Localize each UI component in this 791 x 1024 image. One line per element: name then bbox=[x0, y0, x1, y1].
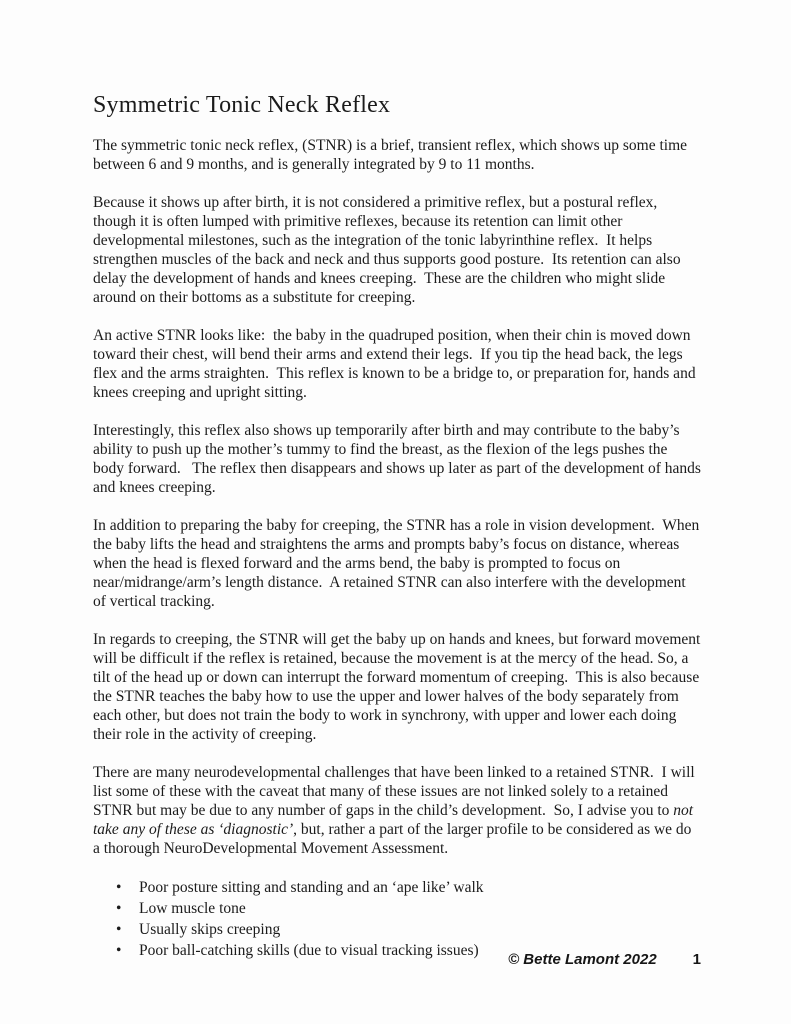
paragraph-active-stnr: An active STNR looks like: the baby in the quadruped position, when their chin is moved down toward their chest, will bend their arms and extend their legs. If you tip the head back, the legs flex and the arms straighten. This reflex is known to be a bridge to, or preparation for, hands and knees creeping and upright sitting. bbox=[93, 327, 700, 401]
challenges-italic-phrase: not take any of these as ‘diagnostic’ bbox=[93, 802, 697, 838]
page-number: 1 bbox=[692, 951, 701, 968]
page-footer bbox=[93, 951, 701, 968]
list-item-posture: • Poor posture sitting and standing and an ‘ape like’ walk bbox=[139, 877, 701, 898]
paragraph-postural-reflex: Because it shows up after birth, it is not considered a primitive reflex, but a postural reflex, though it is often lumped with primitive reflexes, because its retention can limit other developmental milestones, such as the integration of the tonic labyrinthine reflex. It helps strengthen muscles of the back and neck and thus supports good posture. Its retention can also delay the development of hands and knees creeping. These are the children who might slide around on their bottoms as a substitute for creeping. bbox=[93, 194, 685, 306]
copyright-text: © Bette Lamont 2022 bbox=[508, 951, 657, 968]
page-title: Symmetric Tonic Neck Reflex bbox=[93, 92, 391, 118]
list-item-ball-catching: • Poor ball-catching skills (due to visual tracking issues) bbox=[139, 940, 701, 961]
document-content bbox=[93, 90, 705, 961]
paragraph-vision-development: In addition to preparing the baby for creeping, the STNR has a role in vision development. When the baby lifts the head and straightens the arms and prompts baby’s focus on distance, whereas when the head is flexed forward and the arms bend, the baby is prompted to focus on near/midrange/arm’s length distance. A retained STNR can also interfere with the development of vertical tracking. bbox=[93, 517, 704, 610]
paragraph-intro: The symmetric tonic neck reflex, (STNR) is a brief, transient reflex, which shows up some time between 6 and 9 months, and is generally integrated by 9 to 11 months. bbox=[93, 137, 691, 173]
symptom-bullet-list bbox=[93, 877, 701, 961]
paragraph-challenges bbox=[93, 763, 701, 858]
paragraph-after-birth: Interestingly, this reflex also shows up temporarily after birth and may contribute to the baby’s ability to push up the mother’s tummy to find the breast, as the flexion of the legs pushes the body forward. The reflex then disappears and shows up later as part of the development of hands and knees creeping. bbox=[93, 422, 705, 496]
list-item-skips-creeping: • Usually skips creeping bbox=[139, 919, 701, 940]
paragraph-creeping: In regards to creeping, the STNR will get the baby up on hands and knees, but forward movement will be difficult if the reflex is retained, because the movement is at the mercy of the head. So, a tilt of the head up or down can interrupt the forward momentum of creeping. This is also because the STNR teaches the baby how to use the upper and lower halves of the body separately from each other, but does not train the body to work in synchrony, with upper and lower each doing their role in the activity of creeping. bbox=[93, 631, 705, 743]
challenges-text-after: , but, rather a part of the larger profile to be considered as we do a thorough NeuroDevelopmental Movement Assessment. bbox=[93, 821, 696, 857]
list-item-muscle-tone: • Low muscle tone bbox=[139, 898, 701, 919]
challenges-text-before: There are many neurodevelopmental challenges that have been linked to a retained STNR. I will list some of these with the caveat that many of these issues are not linked solely to a retained STNR but may be due to any number of gaps in the child’s development. So, I advise you to bbox=[93, 764, 699, 819]
